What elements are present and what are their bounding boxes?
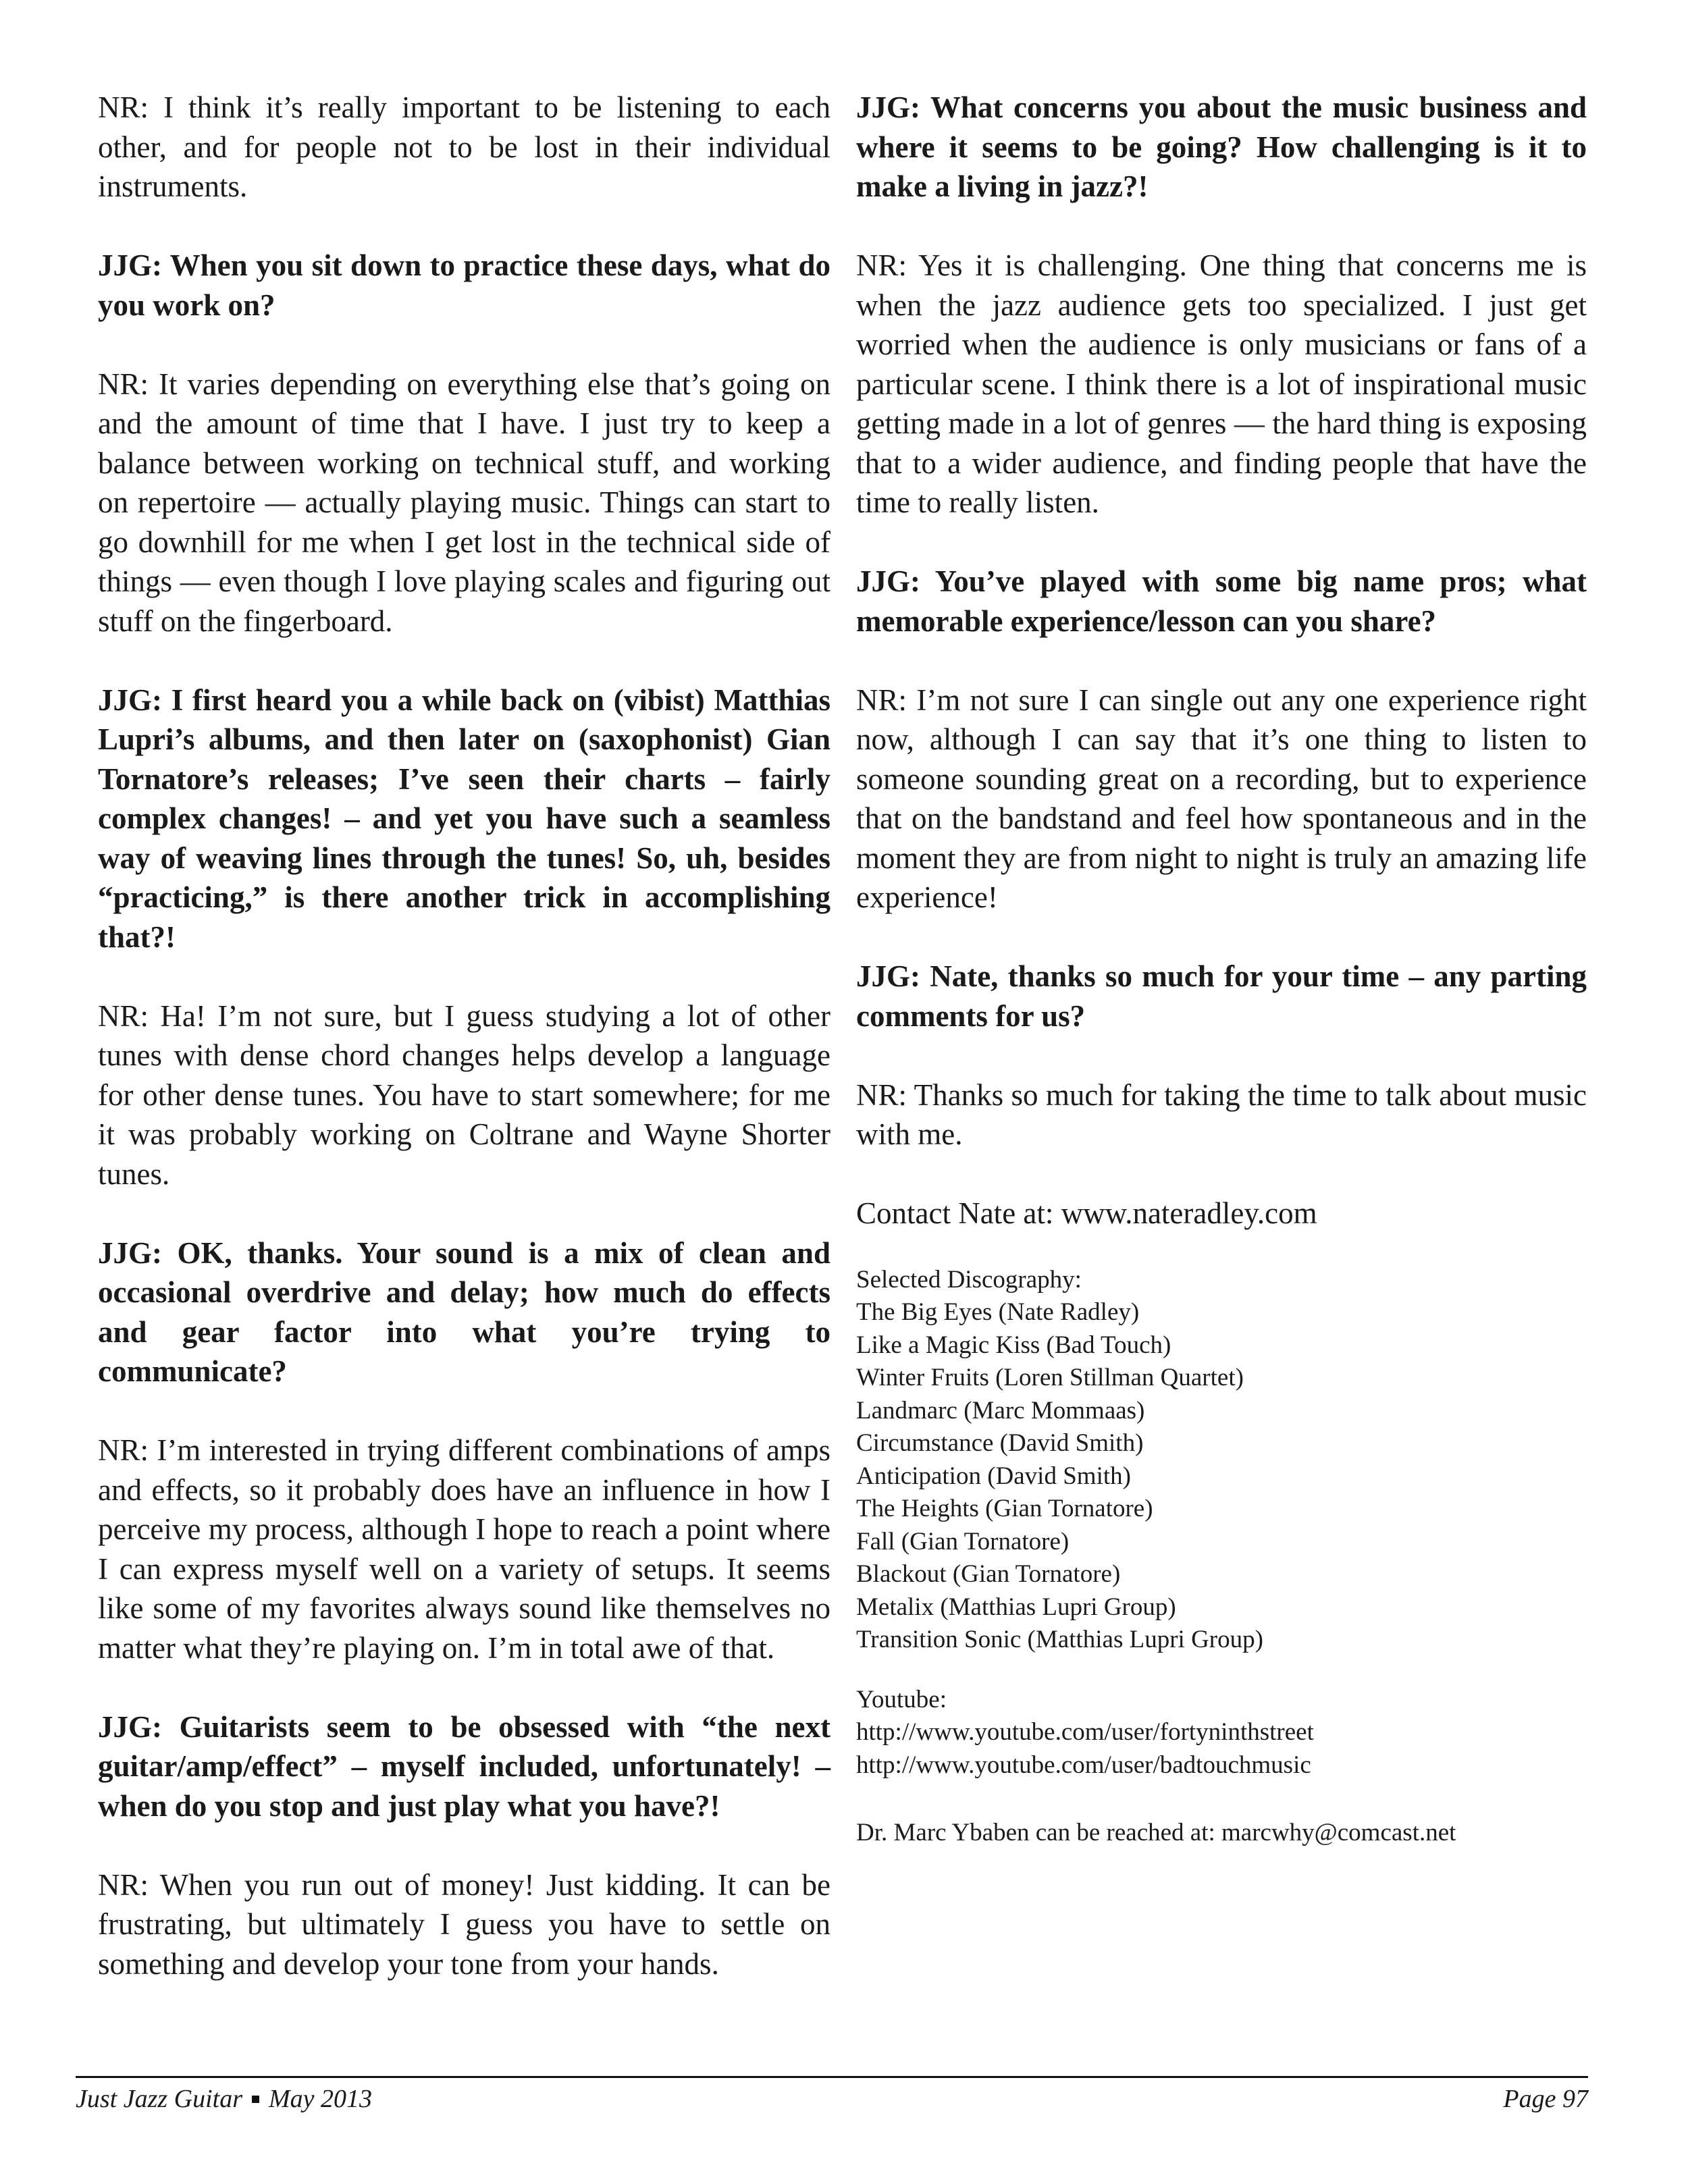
author-contact: Dr. Marc Ybaben can be reached at: marcwhy@comcast.net — [856, 1819, 1456, 1846]
spacer — [856, 1782, 1587, 1817]
question-paragraph: JJG: When you sit down to practice these days, what do you work on? — [98, 248, 830, 322]
answer-paragraph: NR: It varies depending on everything else that’s going on and the amount of time that I have. I just try to keep a balance between working on technical stuff, and working on repertoire — actually playing music. Things can start to go downhill for me when I get lost in the technical side of things — even though I love playing scales and figuring out stuff on the fingerboard. — [98, 367, 830, 638]
square-bullet-icon — [252, 2096, 259, 2103]
discography-item: Like a Magic Kiss (Bad Touch) — [856, 1331, 1171, 1359]
discography-item: Metalix (Matthias Lupri Group) — [856, 1593, 1176, 1621]
discography-item: Transition Sonic (Matthias Lupri Group) — [856, 1626, 1263, 1653]
issue-date: May 2013 — [269, 2085, 373, 2113]
spacer — [856, 1657, 1587, 1684]
youtube-link[interactable]: http://www.youtube.com/user/fortyninthstreet — [856, 1718, 1314, 1746]
discography-item: The Heights (Gian Tornatore) — [856, 1495, 1153, 1522]
question-paragraph: JJG: Nate, thanks so much for your time – any parting comments for us? — [856, 959, 1587, 1033]
answer-paragraph: NR: Yes it is challenging. One thing that concerns me is when the jazz audience gets too specialized. I just get worried when the audience is only musicians or fans of a particular scene. I think there is a lot of inspirational music getting made in a lot of genres — the hard thing is exposing that to a wider audience, and finding people that have the time to really listen. — [856, 248, 1587, 519]
contact-line: Contact Nate at: www.nateradley.com — [856, 1196, 1317, 1230]
youtube-link[interactable]: http://www.youtube.com/user/badtouchmusic — [856, 1751, 1311, 1779]
footer-rule — [76, 2076, 1588, 2078]
footer-publication-info — [76, 2082, 372, 2116]
youtube-heading: Youtube: — [856, 1685, 947, 1713]
right-column — [856, 88, 1587, 1850]
answer-paragraph: NR: I’m not sure I can single out any one experience right now, although I can say that it’s one thing to listen to someone sounding great on a recording, but to experience that on the bandstand and feel how spontaneous and in the moment they are from night to night is truly an amazing life experience! — [856, 683, 1587, 914]
discography-item: Circumstance (David Smith) — [856, 1429, 1144, 1457]
youtube-block — [856, 1684, 1587, 1782]
discography-block — [856, 1264, 1587, 1657]
publication-name: Just Jazz Guitar — [76, 2085, 242, 2113]
answer-paragraph: NR: I think it’s really important to be listening to each other, and for people not to be lost in their individual instruments. — [98, 90, 830, 203]
question-paragraph: JJG: Guitarists seem to be obsessed with “the next guitar/amp/effect” – myself included, unfortunately! – when do you stop and just play what you have?! — [98, 1709, 830, 1823]
page-number: Page 97 — [1503, 2085, 1588, 2113]
question-paragraph: JJG: OK, thanks. Your sound is a mix of clean and occasional overdrive and delay; how much do effects and gear factor into what you’re trying to communicate? — [98, 1235, 830, 1388]
answer-paragraph: NR: Thanks so much for taking the time to talk about music with me. — [856, 1077, 1587, 1151]
question-paragraph: JJG: What concerns you about the music business and where it seems to be going? How challenging is it to make a living in jazz?! — [856, 90, 1587, 203]
discography-item: Fall (Gian Tornatore) — [856, 1527, 1070, 1555]
discography-item: Blackout (Gian Tornatore) — [856, 1560, 1121, 1588]
answer-paragraph: NR: When you run out of money! Just kidding. It can be frustrating, but ultimately I guess you have to settle on something and develop your tone from your hands. — [98, 1867, 830, 1981]
discography-heading: Selected Discography: — [856, 1265, 1082, 1294]
discography-item: Landmarc (Marc Mommaas) — [856, 1396, 1145, 1424]
answer-paragraph: NR: Ha! I’m not sure, but I guess studying a lot of other tunes with dense chord changes helps develop a language for other dense tunes. You have to start somewhere; for me it was probably working on Coltrane and Wayne Shorter tunes. — [98, 998, 830, 1191]
question-paragraph: JJG: I first heard you a while back on (vibist) Matthias Lupri’s albums, and then later on (saxophonist) Gian Tornatore’s releases; I’ve seen their charts – fairly complex changes! – and yet you have such a seamless way of weaving lines through the tunes! So, uh, besides “practicing,” is there another trick in accomplishing that?! — [98, 683, 830, 954]
discography-item: Winter Fruits (Loren Stillman Quartet) — [856, 1364, 1244, 1391]
page-footer — [76, 2076, 1588, 2123]
discography-item: The Big Eyes (Nate Radley) — [856, 1298, 1140, 1326]
left-column — [98, 88, 830, 1983]
discography-item: Anticipation (David Smith) — [856, 1462, 1131, 1490]
footer-row — [76, 2082, 1588, 2123]
question-paragraph: JJG: You’ve played with some big name pros; what memorable experience/lesson can you share? — [856, 564, 1587, 638]
answer-paragraph: NR: I’m interested in trying different combinations of amps and effects, so it probably does have an influence in how I perceive my process, although I hope to reach a point where I can express myself well on a variety of setups. It seems like some of my favorites always sound like themselves no matter what they’re playing on. I’m in total awe of that. — [98, 1433, 830, 1665]
